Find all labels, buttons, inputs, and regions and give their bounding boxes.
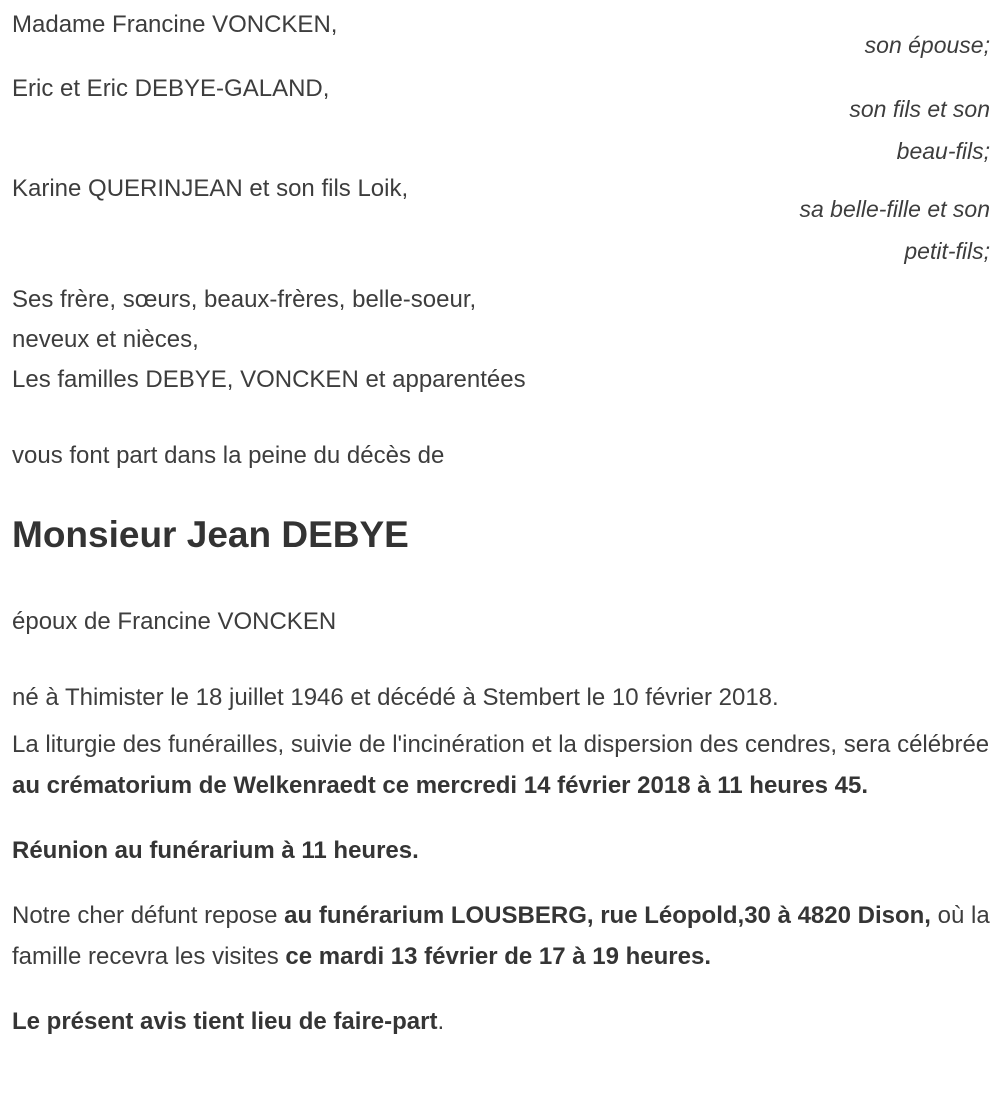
family-member-names: Madame Francine VONCKEN, (12, 11, 338, 38)
family-relation-line: petit-fils; (904, 238, 990, 264)
spouse-line: époux de Francine VONCKEN (12, 608, 337, 635)
closing-paragraph: Le présent avis tient lieu de faire-part. (12, 1008, 445, 1035)
family-relation-line: son épouse; (864, 32, 990, 58)
extended-family-line: Ses frère, sœurs, beaux-frères, belle-soeur, (12, 286, 477, 313)
birth-death-dates: né à Thimister le 18 juillet 1946 et décédé à Stembert le 10 février 2018. (12, 684, 779, 711)
extended-family-line: neveux et nièces, (12, 326, 199, 353)
ceremony-paragraph: La liturgie des funérailles, suivie de l'incinération et la dispersion des cendres, sera célébrée au crématorium de Welkenraedt ce mercredi 14 février 2018 à 11 heures 45. (12, 731, 990, 799)
family-group-daughter-in-law (12, 174, 990, 272)
family-section (12, 10, 990, 400)
family-member-names: Karine QUERINJEAN et son fils Loik, (12, 175, 409, 202)
family-group-spouse (12, 10, 990, 66)
family-relation-line: beau-fils; (896, 138, 990, 164)
family-relation-line: sa belle-fille et son (799, 196, 990, 222)
visits-paragraph: Notre cher défunt repose au funérarium LOUSBERG, rue Léopold,30 à 4820 Dison, où la famille recevra les visites ce mardi 13 février de 17 à 19 heures. (12, 902, 990, 970)
family-group-son (12, 74, 990, 172)
family-relation-line: son fils et son (849, 96, 990, 122)
announcement-line: vous font part dans la peine du décès de (12, 442, 445, 469)
extended-family (12, 280, 990, 400)
family-member-names: Eric et Eric DEBYE-GALAND, (12, 75, 330, 102)
extended-family-line: Les familles DEBYE, VONCKEN et apparentées (12, 366, 526, 393)
meeting-paragraph: Réunion au funérarium à 11 heures. (12, 837, 419, 864)
deceased-name: Monsieur Jean DEBYE (12, 514, 409, 555)
